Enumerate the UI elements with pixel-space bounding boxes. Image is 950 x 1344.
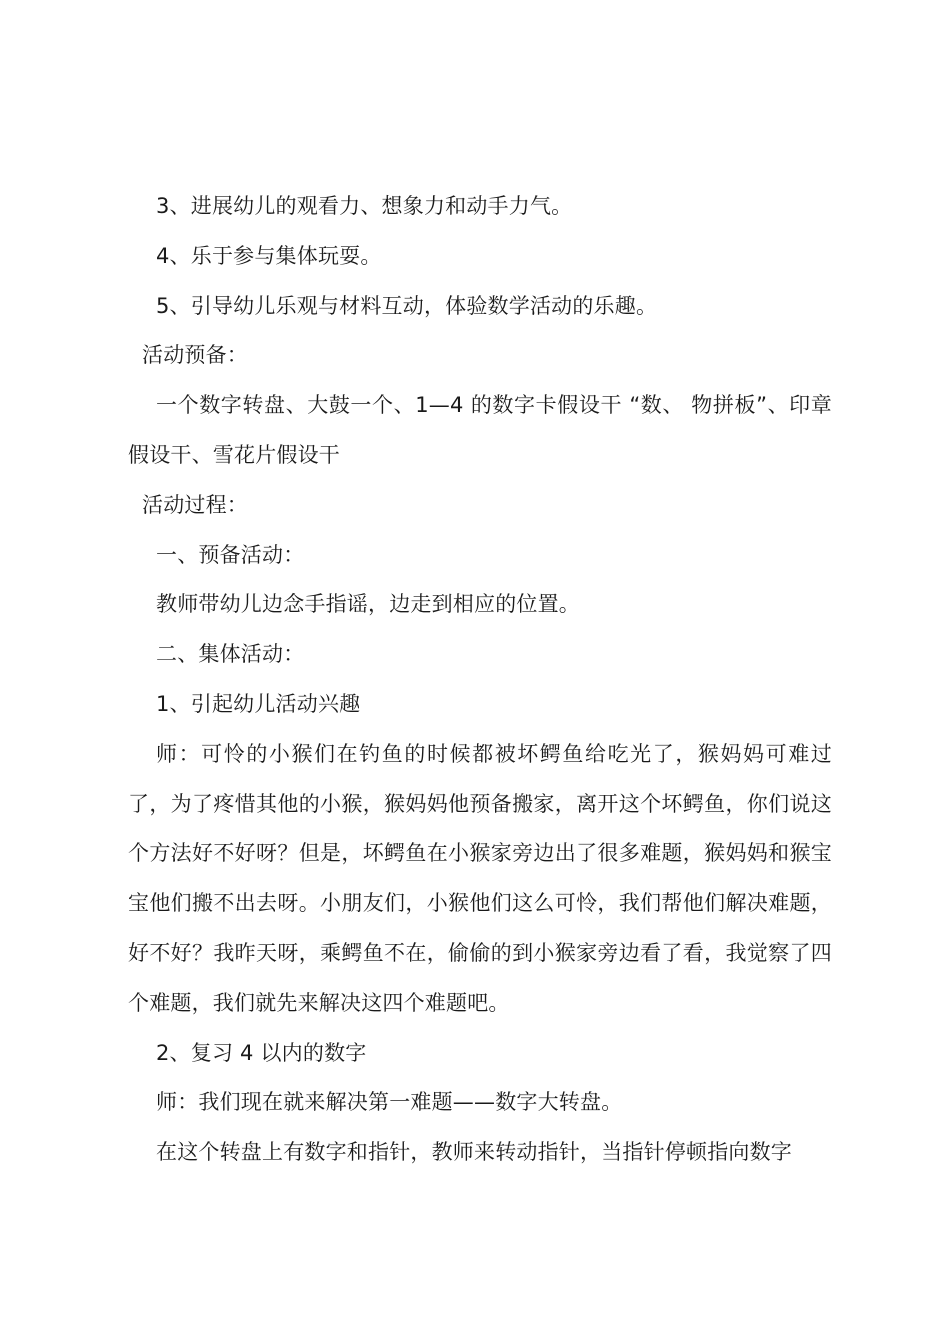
substep-heading-2: 2、复习 4 以内的数字 — [156, 1040, 367, 1065]
objective-5: 5、引导幼儿乐观与材料互动，体验数学活动的乐趣。 — [156, 293, 658, 318]
preparation-materials: 一个数字转盘、大鼓一个、1—4 的数字卡假设干 “数、 物拼板”、印章假设干、雪花片假设干 — [128, 393, 832, 467]
substep-heading-1: 1、引起幼儿活动兴趣 — [156, 691, 361, 716]
step-1-description: 教师带幼儿边念手指谣，边走到相应的位置。 — [156, 592, 580, 617]
teacher-line-spinner: 师：我们现在就来解决第一难题——数字大转盘。 — [156, 1090, 623, 1115]
section-heading-preparation: 活动预备： — [142, 343, 248, 368]
document-body — [128, 182, 832, 1178]
objective-4: 4、乐于参与集体玩耍。 — [156, 243, 382, 268]
teacher-story-paragraph: 师：可怜的小猴们在钓鱼的时候都被坏鳄鱼给吃光了，猴妈妈可难过了，为了疼惜其他的小猴，猴妈妈他预备搬家，离开这个坏鳄鱼，你们说这个方法好不好呀？但是，坏鳄鱼在小猴家旁边出了很多难题，猴妈妈和猴宝宝他们搬不出去呀。小朋友们，小猴他们这么可怜，我们帮他们解决难题，好不好？我昨天呀，乘鳄鱼不在，偷偷的到小猴家旁边看了看，我觉察了四个难题，我们就先来解决这四个难题吧。 — [128, 741, 832, 1015]
step-heading-2: 二、集体活动： — [156, 642, 305, 667]
objective-3: 3、进展幼儿的观看力、想象力和动手力气。 — [156, 194, 573, 218]
spinner-description: 在这个转盘上有数字和指针，教师来转动指针，当指针停顿指向数字 — [156, 1140, 792, 1165]
section-heading-process: 活动过程： — [142, 492, 248, 517]
step-heading-1: 一、预备活动： — [156, 542, 305, 567]
